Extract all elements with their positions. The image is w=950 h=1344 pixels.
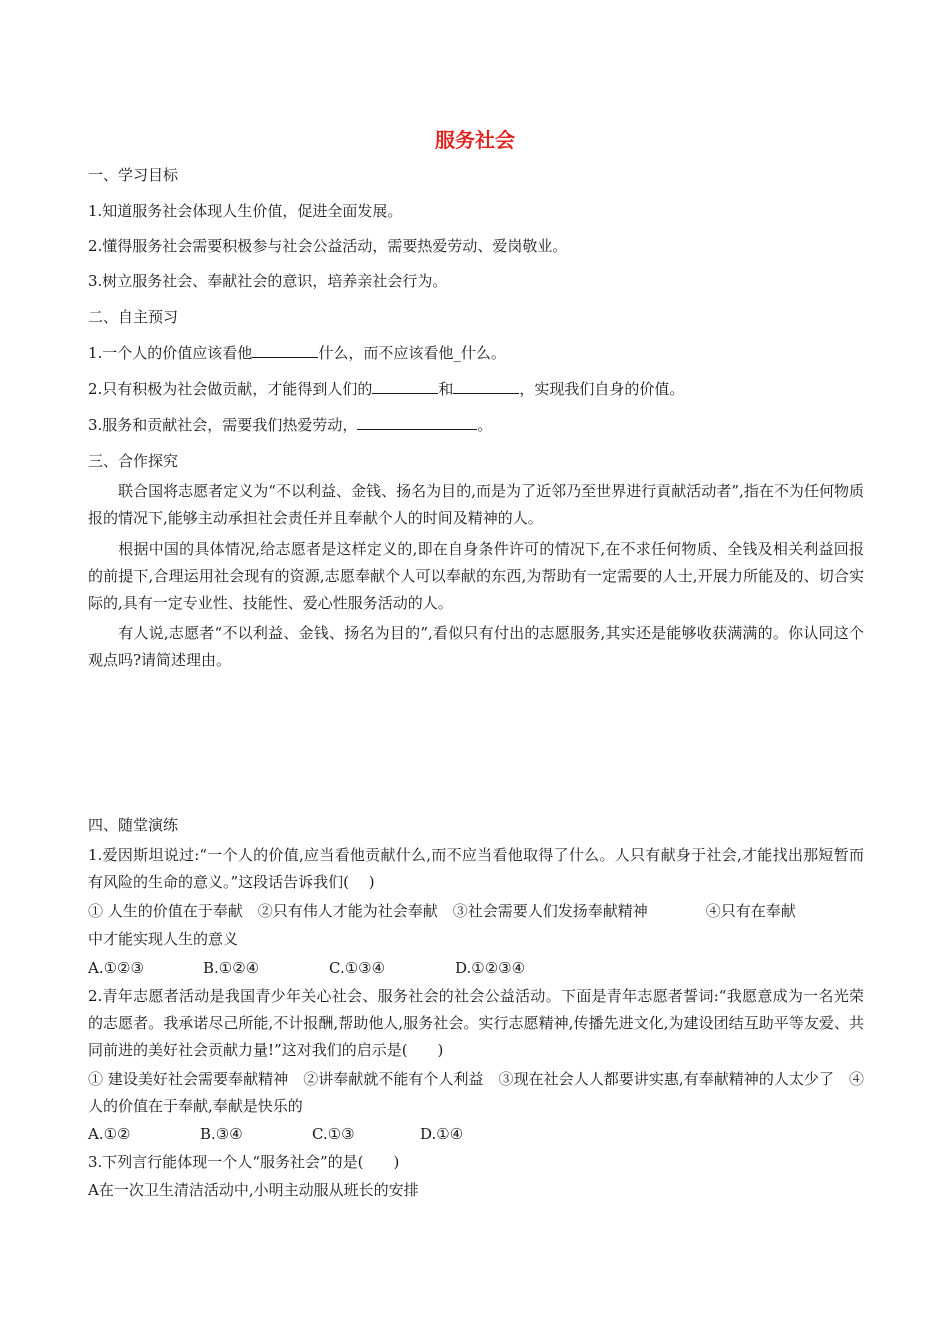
choice-b[interactable]: B.③④: [200, 1125, 243, 1143]
section-heading-objectives: 一、学习目标: [88, 166, 179, 184]
section-heading-preview: 二、自主预习: [88, 308, 179, 326]
preview-question-1: [88, 343, 868, 363]
inquiry-paragraph-3: [88, 620, 864, 674]
answer-blank[interactable]: [372, 379, 438, 394]
inquiry-paragraph-1: [88, 478, 864, 532]
answer-blank[interactable]: [252, 343, 318, 358]
practice-question-2-choices: [88, 1124, 868, 1144]
page-title: 服务社会: [435, 128, 515, 152]
objective-item: 1.知道服务社会体现人生价值，促进全面发展。: [88, 202, 403, 220]
question-text: ，实现我们自身的价值。: [519, 380, 685, 398]
choice-a[interactable]: A.①②③: [88, 959, 144, 977]
section-heading-practice: 四、随堂演练: [88, 816, 179, 834]
practice-question-1-stem: 1.爱因斯坦说过:“一个人的价值,应当看他贡献什么,而不应当看他取得了什么。人只有献身于社会,才能找出那短暂而有风险的生命的意义。”这段话告诉我们( ): [88, 846, 864, 891]
practice-question-2-stem: 2.青年志愿者活动是我国青少年关心社会、服务社会的社会公益活动。下面是青年志愿者誓词:“我愿意成为一名光荣的志愿者。我承诺尽己所能,不计报酬,帮助他人,服务社会。实行志愿精神,传播先进文化,为建设团结互助平等友爱、共同前进的美好社会贡献力量!”这对我们的启示是( ): [88, 987, 864, 1059]
practice-question-2-options: ① 建设美好社会需要奉献精神 ②讲奉献就不能有个人利益 ③现在社会人人都要讲实惠,有奉献精神的人太少了 ④人的价值在于奉献,奉献是快乐的: [88, 1070, 864, 1115]
practice-question-1-options-cont: 中才能实现人生的意义: [88, 930, 239, 948]
preview-question-3: [88, 415, 868, 435]
question-text: 3.服务和贡献社会，需要我们热爱劳动，: [88, 416, 358, 434]
preview-question-2: [88, 379, 868, 399]
answer-blank[interactable]: [453, 379, 519, 394]
option-text: ④只有在奉献: [705, 902, 796, 920]
choice-d[interactable]: D.①②③④: [455, 959, 526, 977]
paragraph-text: 联合国将志愿者定义为“不以利益、金钱、扬名为目的,而是为了近邻乃至世界进行貢献活动者”,指在不为任何物质报的情况下,能够主动承担社会责任并且奉献个人的时间及精神的人。: [88, 482, 864, 527]
choice-d[interactable]: D.①④: [420, 1125, 464, 1143]
practice-question-3-stem: 3.下列言行能体现一个人“服务社会”的是( ): [88, 1153, 400, 1171]
question-text: 。: [477, 416, 493, 434]
paragraph-text: 根据中国的具体情况,给志愿者是这样定义的,即在自身条件许可的情况下,在不求任何物质、全钱及相关利益回报的前提下,合理运用社会现有的资源,志愿奉献个人可以奉献的东西,为帮助有一定需要的人士,开展力所能及的、切合实际的,具有一定专业性、技能性、爱心性服务活动的人。: [88, 540, 864, 612]
choice-c[interactable]: C.①③: [312, 1125, 355, 1143]
question-text: 2.只有积极为社会做贡献，才能得到人们的: [88, 380, 373, 398]
question-text: 1.一个人的价值应该看他: [88, 344, 253, 362]
section-heading-inquiry: 三、合作探究: [88, 452, 179, 470]
inquiry-paragraph-2: [88, 536, 864, 617]
objective-item: 3.树立服务社会、奉献社会的意识，培养亲社会行为。: [88, 272, 448, 290]
objective-item: 2.懂得服务社会需要积极参与社会公益活动，需要热爱劳动、爱岗敬业。: [88, 237, 568, 255]
question-text: 什么，而不应该看他_什么。: [318, 344, 506, 362]
question-text: 和: [438, 380, 454, 398]
choice-b[interactable]: B.①②④: [203, 959, 260, 977]
choice-a[interactable]: A.①②: [88, 1125, 131, 1143]
practice-question-1-options: [88, 901, 868, 921]
answer-blank[interactable]: [357, 415, 477, 430]
practice-question-3-choice-a[interactable]: A在一次卫生清洁活动中,小明主动服从班长的安排: [88, 1181, 419, 1199]
choice-c[interactable]: C.①③④: [329, 959, 386, 977]
paragraph-text: 有人说,志愿者“不以利益、金钱、扬名为目的”,看似只有付出的志愿服务,其实还是能够收获满满的。你认同这个观点吗?请简述理由。: [88, 624, 864, 669]
practice-question-1-choices: [88, 958, 868, 978]
option-text: ① 人生的价值在于奉献 ②只有伟人才能为社会奉献 ③社会需要人们发扬奉献精神: [88, 902, 648, 920]
